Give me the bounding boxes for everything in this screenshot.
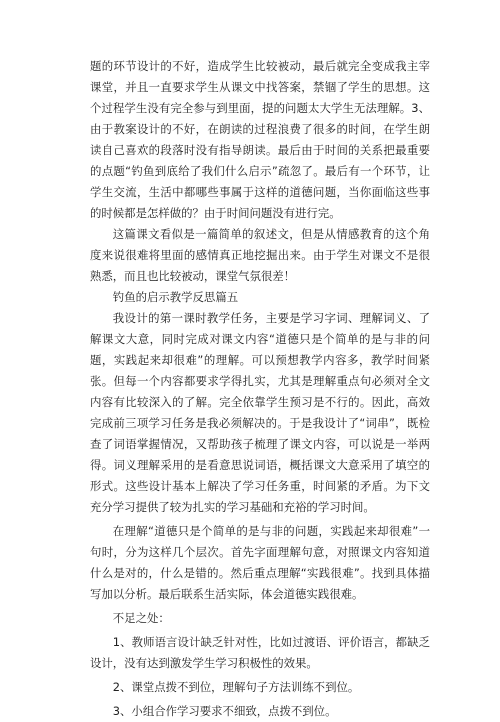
paragraph-4: 在理解“道德只是个简单的是与非的问题，实践起来却很难”一句时，分为这样几个层次。首先字面理解句意，对照课文内容知道什么是对的，什么是错的。然后重点理解“实践很难”。找到具体描写加以分析。最后联系生活实际，体会道德实践很难。	[90, 524, 430, 601]
paragraph-3: 我设计的第一课时教学任务，主要是学习字词、理解词义、了解课文大意，同时完成对课文内容“道德只是个简单的是与非的问题，实践起来却很难”的理解。可以预想教学内容多，教学时间紧张。但每一个内容都要求学得扎实，尤其是理解重点句必须对全文内容有比较深入的了解。完全依靠学生预习是不行的。因此，高效完成前三项学习任务是我必须解决的。于是我设计了“词串”，既检查了词语掌握情况，又帮助孩子梳理了课文内容，可以说是一举两得。词义理解采用的是看意思说词语，概括课文大意采用了填空的形式。这些设计基本上解决了学习任务重，时间紧的矛盾。为下文充分学习提供了较为扎实的学习基础和充裕的学习时间。	[90, 311, 430, 514]
paragraph-1: 题的环节设计的不好，造成学生比较被动，最后就完全变成我主宰课堂，并且一直要求学生从课文中找答案，禁锢了学生的思想。这个过程学生没有完全参与到里面，提的问题太大学生无法理解。3、由于教案设计的不好，在朗读的过程浪费了很多的时间，在学生朗读自己喜欢的段落时没有指导朗读。最后由于时间的关系把最重要的点题“钓鱼到底给了我们什么启示”疏忽了。最后有一个环节，让学生交流，生活中都哪些事属于这样的道德问题，当你面临这些事的时候都是怎样做的？由于时间问题没有进行完。	[90, 59, 430, 220]
list-item-3: 3、小组合作学习要求不细致，点拨不到位。	[112, 704, 337, 718]
document-body	[90, 56, 430, 722]
section-heading: 钓鱼的启示教学反思篇五	[112, 290, 239, 304]
paragraph-2: 这篇课文看似是一篇简单的叙述文，但是从情感教育的这个角度来说很难将里面的感情真正地挖掘出来。由于学生对课文不是很熟悉，而且也比较被动，课堂气氛很差！	[90, 227, 430, 283]
shortcomings-label: 不足之处：	[112, 611, 170, 625]
list-item-1: 1、教师语言设计缺乏针对性，比如过渡语、评价语言，都缺乏设计，没有达到激发学生学习积极性的效果。	[90, 635, 430, 670]
list-item-2: 2、课堂点拨不到位，理解句子方法训练不到位。	[112, 680, 360, 694]
